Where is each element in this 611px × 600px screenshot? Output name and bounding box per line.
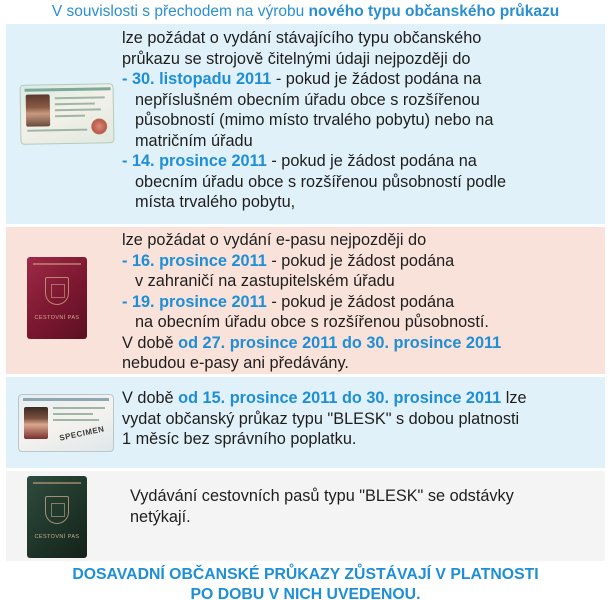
section2-line: lze požádat o vydání e-pasu nejpozději do xyxy=(122,231,427,249)
outage-prefix: V době xyxy=(122,333,179,352)
title-bold: nového typu občanského průkazu xyxy=(308,3,560,20)
passport-label: CESTOVNÍ PAS xyxy=(34,534,80,540)
blesk-id-card-image xyxy=(18,394,114,452)
coat-of-arms-icon xyxy=(45,496,69,524)
deadline-text: - pokud je žádost podána xyxy=(266,292,455,311)
section-blesk-passport xyxy=(6,471,605,561)
id-photo xyxy=(26,94,51,126)
coat-of-arms-icon xyxy=(45,277,69,305)
section2-deadline-1 xyxy=(122,251,501,272)
outage-prefix: V době xyxy=(122,389,179,407)
section2-deadline-2 xyxy=(122,292,501,313)
section1-deadline-1 xyxy=(122,69,506,90)
deadline-date: - 16. prosince 2011 xyxy=(122,251,267,270)
outage-date: od 15. prosince 2011 do 30. prosince 2011 xyxy=(178,389,502,407)
footer-line-2: PO DOBU V NICH UVEDENOU. xyxy=(190,585,421,600)
section1-line: působností (mimo místo trvalého pobytu) nebo na xyxy=(135,111,494,129)
section2-text xyxy=(122,230,501,374)
section3-text xyxy=(122,388,527,450)
section2-line: na obecním úřadu obce s rozšířenou působností. xyxy=(135,313,489,331)
passport-label: CESTOVNÍ PAS xyxy=(34,315,80,321)
blesk-passport-image xyxy=(27,476,87,558)
section4-text xyxy=(130,486,514,527)
footer-line-1: DOSAVADNÍ OBČANSKÉ PRŮKAZY ZŮSTÁVAJÍ V PLATNOSTI xyxy=(72,566,539,583)
deadline-date: - 14. prosince 2011 xyxy=(122,152,267,170)
section1-line: matričním úřadu xyxy=(135,131,253,150)
specimen-stamp: SPECIMEN xyxy=(58,424,106,443)
section1-deadline-2 xyxy=(122,151,506,172)
section1-line: místa trvalého pobytu, xyxy=(135,193,296,211)
outage-date: od 27. prosince 2011 do 30. prosince 2011 xyxy=(178,333,502,352)
page-title xyxy=(0,3,611,21)
footer-note xyxy=(0,565,611,600)
deadline-text: - pokud je žádost podána xyxy=(266,251,455,270)
id-photo xyxy=(24,407,48,439)
section1-line: lze požádat o vydání stávajícího typu občanského xyxy=(122,29,482,47)
section-old-id-card xyxy=(6,24,605,224)
outage-suffix: lze xyxy=(501,389,527,407)
e-passport-image xyxy=(27,257,87,339)
section3-line: vydat občanský průkaz typu "BLESK" s dobou platnosti xyxy=(122,409,520,428)
section1-line: nepříslušném obecním úřadu obce s rozšířenou xyxy=(135,90,480,109)
section3-outage xyxy=(122,388,527,409)
deadline-date: - 19. prosince 2011 xyxy=(122,292,267,311)
section-e-passport xyxy=(6,227,605,374)
section2-outage xyxy=(122,333,501,354)
section2-line: v zahraničí na zastupitelském úřadu xyxy=(135,272,395,290)
section1-line: průkazu se strojově čitelnými údaji nejpozději do xyxy=(122,49,471,68)
deadline-text: - pokud je žádost podána na xyxy=(266,152,477,170)
section-blesk-id xyxy=(6,377,605,468)
section1-line: obecním úřadu obce s rozšířenou působností podle xyxy=(135,172,507,191)
section2-line: nebudou e-pasy ani předávány. xyxy=(122,354,349,372)
id-card-image xyxy=(19,83,114,145)
section4-line: netýkají. xyxy=(130,507,191,526)
seal-icon xyxy=(91,118,107,134)
section3-line: 1 měsíc bez správního poplatku. xyxy=(122,430,357,448)
section1-text xyxy=(122,28,506,213)
deadline-text: - pokud je žádost podána na xyxy=(271,70,482,88)
section4-line: Vydávání cestovních pasů typu "BLESK" se odstávky xyxy=(130,487,514,505)
deadline-date: - 30. listopadu 2011 xyxy=(122,70,272,88)
title-prefix: V souvislosti s přechodem na výrobu xyxy=(51,3,309,20)
